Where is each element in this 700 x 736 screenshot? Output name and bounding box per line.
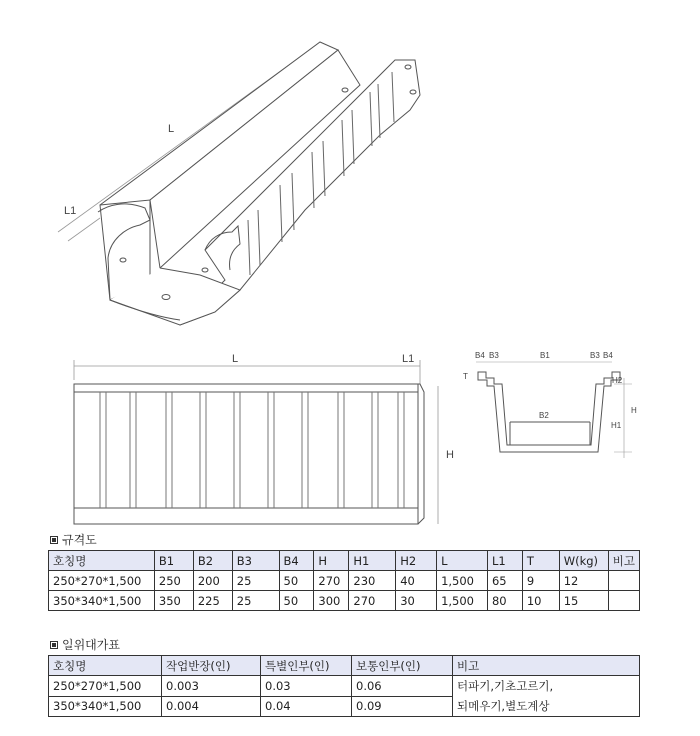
- cost-cell: 0.03: [261, 676, 352, 697]
- spec-header-cell: B4: [279, 551, 314, 571]
- spec-cell: 350*340*1,500: [49, 591, 155, 611]
- side-view: [74, 360, 438, 524]
- sec-label-B4-left: B4: [475, 351, 485, 360]
- spec-header-cell: W(kg): [559, 551, 608, 571]
- cost-cell: 0.04: [261, 696, 352, 717]
- spec-cell: 300: [314, 591, 349, 611]
- sec-label-H2: H2: [612, 376, 623, 385]
- cost-cell: 0.004: [162, 696, 261, 717]
- spec-header-cell: B2: [193, 551, 232, 571]
- table-row: [49, 571, 640, 591]
- spec-cell: 15: [559, 591, 608, 611]
- cost-header-cell: 비고: [453, 656, 640, 676]
- spec-title-text: 규격도: [62, 533, 97, 547]
- spec-cell: 230: [349, 571, 396, 591]
- cost-cell: 0.09: [352, 696, 453, 717]
- spec-section-title: [50, 531, 97, 548]
- spec-header-cell: 호칭명: [49, 551, 155, 571]
- spec-cell: 25: [232, 571, 279, 591]
- spec-cell: 350: [154, 591, 193, 611]
- spec-header-cell: L: [437, 551, 488, 571]
- cross-section: [476, 362, 632, 458]
- spec-header-cell: H: [314, 551, 349, 571]
- sec-label-H1: H1: [611, 421, 622, 430]
- square-bullet-icon: [50, 641, 58, 649]
- spec-cell: 80: [487, 591, 522, 611]
- spec-cell: 270: [349, 591, 396, 611]
- spec-header-cell: B3: [232, 551, 279, 571]
- spec-header-cell: L1: [487, 551, 522, 571]
- sec-label-B3-right: B3: [590, 351, 600, 360]
- sec-label-H: H: [631, 406, 637, 415]
- spec-cell: 1,500: [437, 591, 488, 611]
- sec-label-T: T: [463, 372, 468, 381]
- spec-header-cell: B1: [154, 551, 193, 571]
- cost-header-row: [49, 656, 640, 676]
- remark-line: 되메우기,별도계상: [457, 699, 550, 713]
- square-bullet-icon: [50, 536, 58, 544]
- spec-cell: 40: [396, 571, 437, 591]
- iso-label-L: L: [168, 123, 175, 135]
- spec-cell: 270: [314, 571, 349, 591]
- side-label-H: H: [446, 449, 454, 461]
- isometric-view: [58, 42, 420, 325]
- cost-cell: 0.06: [352, 676, 453, 697]
- table-row: [49, 676, 640, 697]
- sec-label-B4-right: B4: [603, 351, 613, 360]
- spec-cell: 30: [396, 591, 437, 611]
- cost-header-cell: 특별인부(인): [261, 656, 352, 676]
- spec-cell: 65: [487, 571, 522, 591]
- cost-table: [48, 655, 640, 717]
- spec-cell: 250: [154, 571, 193, 591]
- sec-label-B2: B2: [539, 411, 549, 420]
- spec-table: [48, 550, 640, 611]
- cost-header-cell: 작업반장(인): [162, 656, 261, 676]
- sec-label-B3-left: B3: [489, 351, 499, 360]
- cost-title-text: 일위대가표: [62, 638, 120, 652]
- table-row: [49, 591, 640, 611]
- cost-cell: 0.003: [162, 676, 261, 697]
- spec-cell: 10: [522, 591, 559, 611]
- spec-cell: 50: [279, 591, 314, 611]
- side-label-L1: L1: [402, 353, 415, 365]
- spec-cell: [608, 591, 639, 611]
- cost-remark-cell: [453, 676, 640, 717]
- cost-section-title: [50, 636, 120, 653]
- cost-header-cell: 호칭명: [49, 656, 162, 676]
- spec-header-cell: H2: [396, 551, 437, 571]
- spec-header-cell: T: [522, 551, 559, 571]
- spec-cell: 250*270*1,500: [49, 571, 155, 591]
- spec-header-cell: H1: [349, 551, 396, 571]
- side-label-L: L: [232, 353, 239, 365]
- spec-cell: 9: [522, 571, 559, 591]
- cost-cell: 350*340*1,500: [49, 696, 162, 717]
- spec-cell: 1,500: [437, 571, 488, 591]
- spec-header-cell: 비고: [608, 551, 639, 571]
- spec-cell: 225: [193, 591, 232, 611]
- spec-cell: [608, 571, 639, 591]
- spec-cell: 25: [232, 591, 279, 611]
- sec-label-B1: B1: [540, 351, 550, 360]
- cost-header-cell: 보통인부(인): [352, 656, 453, 676]
- spec-header-row: [49, 551, 640, 571]
- spec-cell: 12: [559, 571, 608, 591]
- cost-cell: 250*270*1,500: [49, 676, 162, 697]
- iso-label-L1: L1: [64, 205, 77, 217]
- spec-cell: 50: [279, 571, 314, 591]
- spec-cell: 200: [193, 571, 232, 591]
- remark-line: 터파기,기초고르기,: [457, 679, 554, 693]
